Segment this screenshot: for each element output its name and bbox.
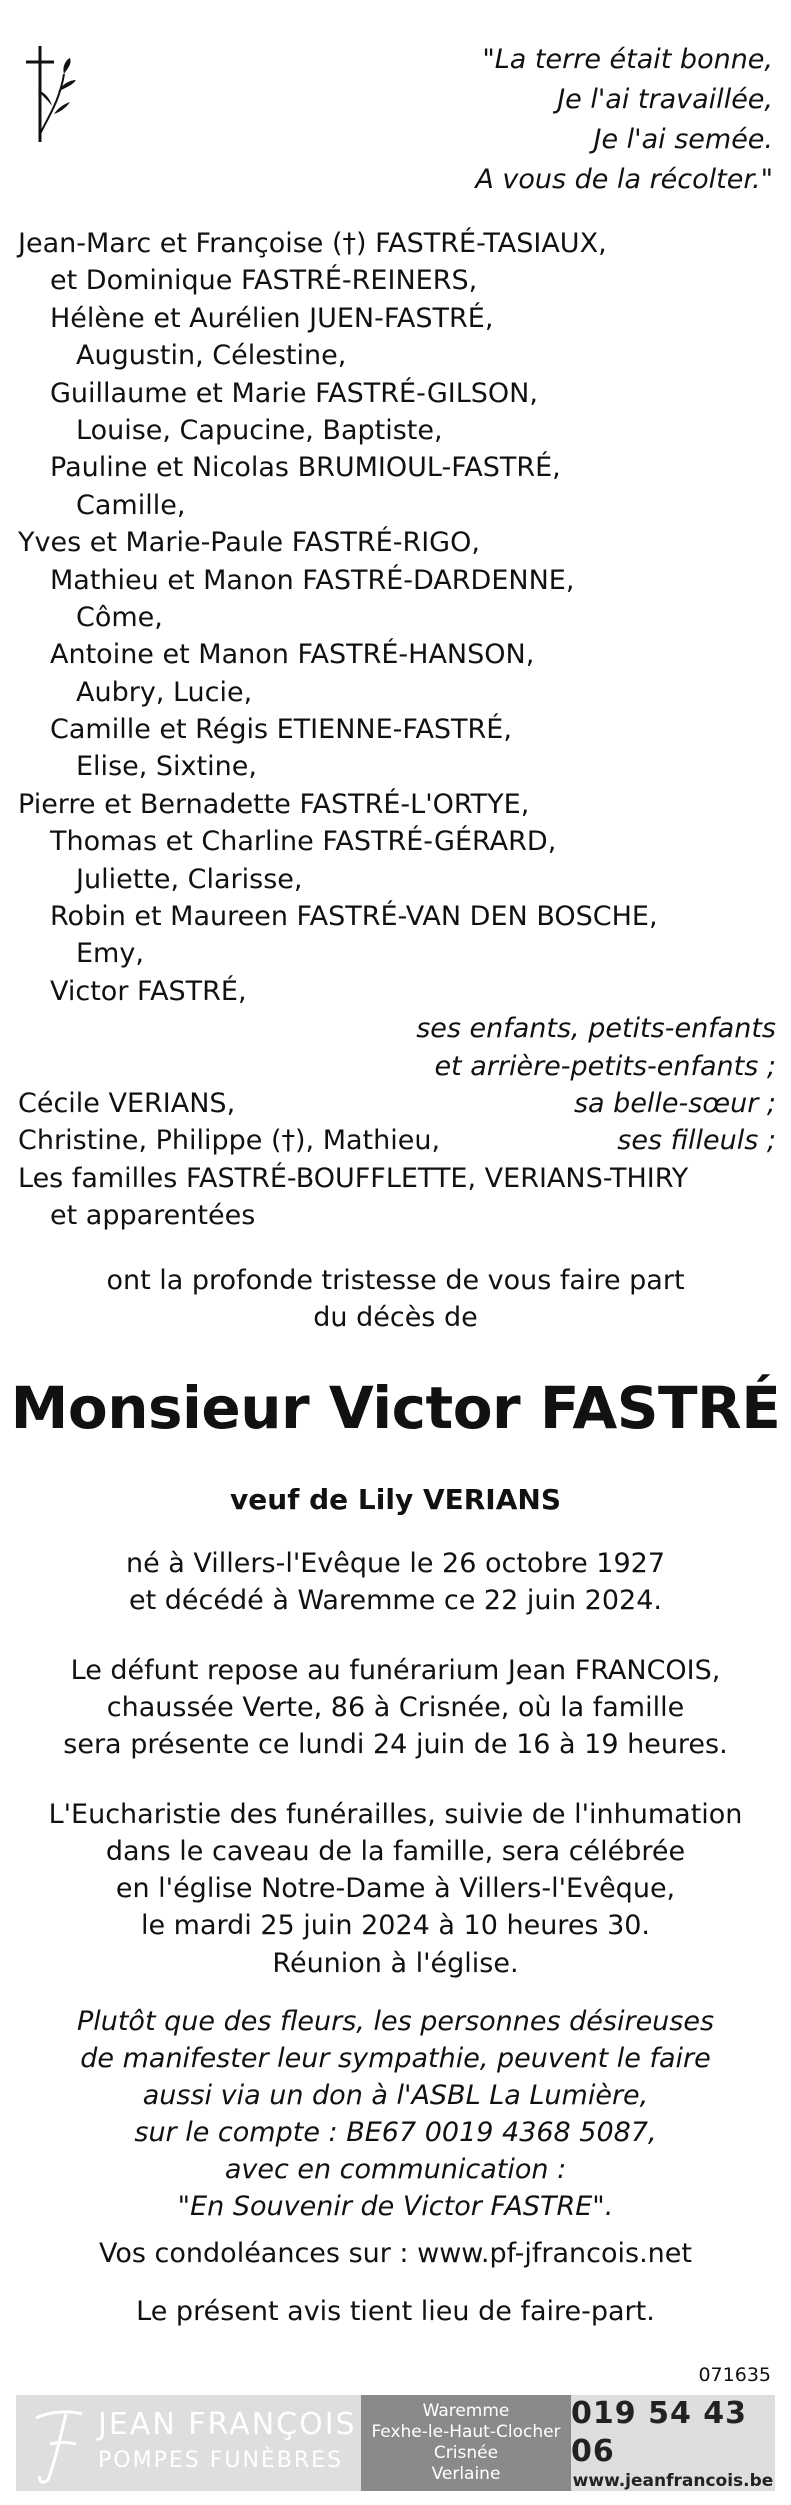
eucharist-line: le mardi 25 juin 2024 à 10 heures 30. bbox=[140, 1910, 651, 1941]
family-line bbox=[18, 375, 778, 412]
family-line bbox=[18, 562, 778, 599]
locations-list bbox=[361, 2395, 571, 2491]
quote-line: "La terre était bonne, bbox=[482, 44, 773, 75]
donation-line: de manifester leur sympathie, peuvent le faire bbox=[80, 2043, 711, 2074]
family-member-text: Camille, bbox=[76, 489, 186, 521]
phone-number[interactable]: 019 54 43 06 bbox=[571, 2396, 748, 2469]
family-line bbox=[18, 786, 778, 823]
death-line: et décédé à Waremme ce 22 juin 2024. bbox=[129, 1585, 662, 1616]
family-line bbox=[18, 487, 778, 524]
family-line bbox=[18, 674, 778, 711]
announcement-text bbox=[0, 1262, 791, 1336]
family-member-text: Victor FASTRÉ, bbox=[50, 975, 247, 1007]
eucharist-line: dans le caveau de la famille, sera célébrée bbox=[105, 1836, 686, 1867]
family-line bbox=[18, 412, 778, 449]
family-member-text: Aubry, Lucie, bbox=[76, 676, 253, 708]
family-member-text: Emy, bbox=[76, 938, 144, 970]
family-line bbox=[18, 711, 778, 748]
family-member-text: Les familles FASTRÉ-BOUFFLETTE, VERIANS-THIRY bbox=[18, 1162, 689, 1194]
condolences-link[interactable]: Vos condoléances sur : www.pf-jfrancois.net bbox=[99, 2238, 692, 2269]
gathering-info: Réunion à l'église. bbox=[272, 1948, 519, 1979]
family-line bbox=[18, 1122, 778, 1159]
jf-monogram-icon bbox=[28, 2398, 88, 2488]
birth-line: né à Villers-l'Evêque le 26 octobre 1927 bbox=[125, 1548, 665, 1579]
donation-line: avec en communication : bbox=[224, 2154, 567, 2185]
location-item: Crisnée bbox=[433, 2443, 499, 2463]
family-member-text: Thomas et Charline FASTRÉ-GÉRARD, bbox=[50, 826, 557, 858]
family-line bbox=[18, 449, 778, 486]
funeral-mass-info bbox=[0, 1796, 791, 1944]
family-line bbox=[18, 1197, 778, 1234]
family-member-text: Robin et Maureen FASTRÉ-VAN DEN BOSCHE, bbox=[50, 901, 658, 933]
brand-text bbox=[98, 2407, 357, 2479]
family-line bbox=[18, 1010, 778, 1047]
brand-subtitle: POMPES FUNÈBRES bbox=[98, 2448, 344, 2473]
relationship-label: ses enfants, petits-enfants bbox=[416, 1013, 776, 1045]
location-item: Fexhe-le-Haut-Clocher bbox=[371, 2422, 561, 2442]
family-member-text: Elise, Sixtine, bbox=[76, 751, 257, 783]
family-line bbox=[18, 1085, 778, 1122]
family-member-text: Christine, Philippe (†), Mathieu, bbox=[18, 1125, 441, 1157]
family-member-text: et apparentées bbox=[50, 1200, 256, 1232]
epitaph-quote bbox=[353, 40, 773, 200]
family-line bbox=[18, 225, 778, 262]
eucharist-line: L'Eucharistie des funérailles, suivie de l'inhumation bbox=[48, 1799, 743, 1830]
family-member-text: Hélène et Aurélien JUEN-FASTRÉ, bbox=[50, 302, 494, 334]
family-member-text: Augustin, Célestine, bbox=[76, 340, 347, 372]
donation-info bbox=[0, 2003, 791, 2225]
family-line bbox=[18, 973, 778, 1010]
funeral-home-logo bbox=[16, 2395, 361, 2491]
family-member-text: Antoine et Manon FASTRÉ-HANSON, bbox=[50, 639, 535, 671]
brand-name: JEAN FRANÇOIS bbox=[98, 2407, 357, 2442]
family-member-text: et Dominique FASTRÉ-REINERS, bbox=[50, 265, 478, 297]
family-member-text: Jean-Marc et Françoise (†) FASTRÉ-TASIAUX, bbox=[18, 228, 607, 259]
notice-statement: Le présent avis tient lieu de faire-part. bbox=[136, 2296, 655, 2327]
rest-line: Le défunt repose au funérarium Jean FRANCOIS, bbox=[70, 1655, 721, 1686]
location-item: Waremme bbox=[422, 2401, 510, 2421]
location-item: Verlaine bbox=[431, 2464, 501, 2484]
family-line bbox=[18, 898, 778, 935]
family-line bbox=[18, 524, 778, 561]
relationship-label: ses filleuls ; bbox=[617, 1125, 776, 1157]
family-line bbox=[18, 300, 778, 337]
quote-line: Je l'ai travaillée, bbox=[557, 84, 773, 115]
deceased-name: Monsieur Victor FASTRÉ bbox=[10, 1374, 781, 1442]
family-member-text: Pierre et Bernadette FASTRÉ-L'ORTYE, bbox=[18, 788, 530, 820]
family-line bbox=[18, 636, 778, 673]
announce-line: ont la profonde tristesse de vous faire part bbox=[106, 1265, 685, 1296]
family-member-text: Cécile VERIANS, bbox=[18, 1087, 236, 1119]
family-line bbox=[18, 935, 778, 972]
relationship-label: et arrière-petits-enfants ; bbox=[434, 1050, 776, 1082]
quote-line: Je l'ai semée. bbox=[593, 124, 773, 155]
rest-line: sera présente ce lundi 24 juin de 16 à 19 heures. bbox=[63, 1729, 728, 1760]
family-member-text: Louise, Capucine, Baptiste, bbox=[76, 414, 443, 446]
funeral-home-banner bbox=[16, 2395, 775, 2491]
family-line bbox=[18, 748, 778, 785]
rest-line: chaussée Verte, 86 à Crisnée, où la famille bbox=[106, 1692, 685, 1723]
birth-death-info bbox=[0, 1545, 791, 1619]
quote-line: A vous de la récolter." bbox=[475, 164, 773, 195]
contact-info bbox=[571, 2395, 775, 2491]
donation-line: sur le compte : BE67 0019 4368 5087, bbox=[134, 2117, 657, 2148]
family-member-text: Camille et Régis ETIENNE-FASTRÉ, bbox=[50, 714, 512, 746]
family-member-text: Pauline et Nicolas BRUMIOUL-FASTRÉ, bbox=[50, 452, 561, 484]
funerarium-info bbox=[0, 1652, 791, 1763]
family-member-text: Yves et Marie-Paule FASTRÉ-RIGO, bbox=[18, 527, 480, 559]
announce-line: du décès de bbox=[313, 1302, 478, 1333]
family-line bbox=[18, 861, 778, 898]
family-line bbox=[18, 823, 778, 860]
donation-line: Plutôt que des fleurs, les personnes désireuses bbox=[76, 2006, 715, 2037]
family-line bbox=[18, 262, 778, 299]
family-line bbox=[18, 1048, 778, 1085]
family-member-text: Guillaume et Marie FASTRÉ-GILSON, bbox=[50, 377, 538, 409]
family-line bbox=[18, 1160, 778, 1197]
family-member-text: Juliette, Clarisse, bbox=[76, 863, 303, 895]
widow-of: veuf de Lily VERIANS bbox=[230, 1483, 561, 1516]
relationship-label: sa belle-sœur ; bbox=[573, 1087, 776, 1119]
reference-number: 071635 bbox=[698, 2364, 771, 2386]
donation-line: "En Souvenir de Victor FASTRE". bbox=[177, 2191, 614, 2222]
website-link[interactable]: www.jeanfrancois.be bbox=[572, 2471, 774, 2491]
family-line bbox=[18, 337, 778, 374]
donation-line: aussi via un don à l'ASBL La Lumière, bbox=[142, 2080, 649, 2111]
family-list bbox=[18, 225, 778, 1235]
family-member-text: Mathieu et Manon FASTRÉ-DARDENNE, bbox=[50, 564, 575, 596]
eucharist-line: en l'église Notre-Dame à Villers-l'Evêque, bbox=[115, 1873, 676, 1904]
family-member-text: Côme, bbox=[76, 601, 163, 633]
cross-icon bbox=[20, 44, 90, 144]
family-line bbox=[18, 599, 778, 636]
